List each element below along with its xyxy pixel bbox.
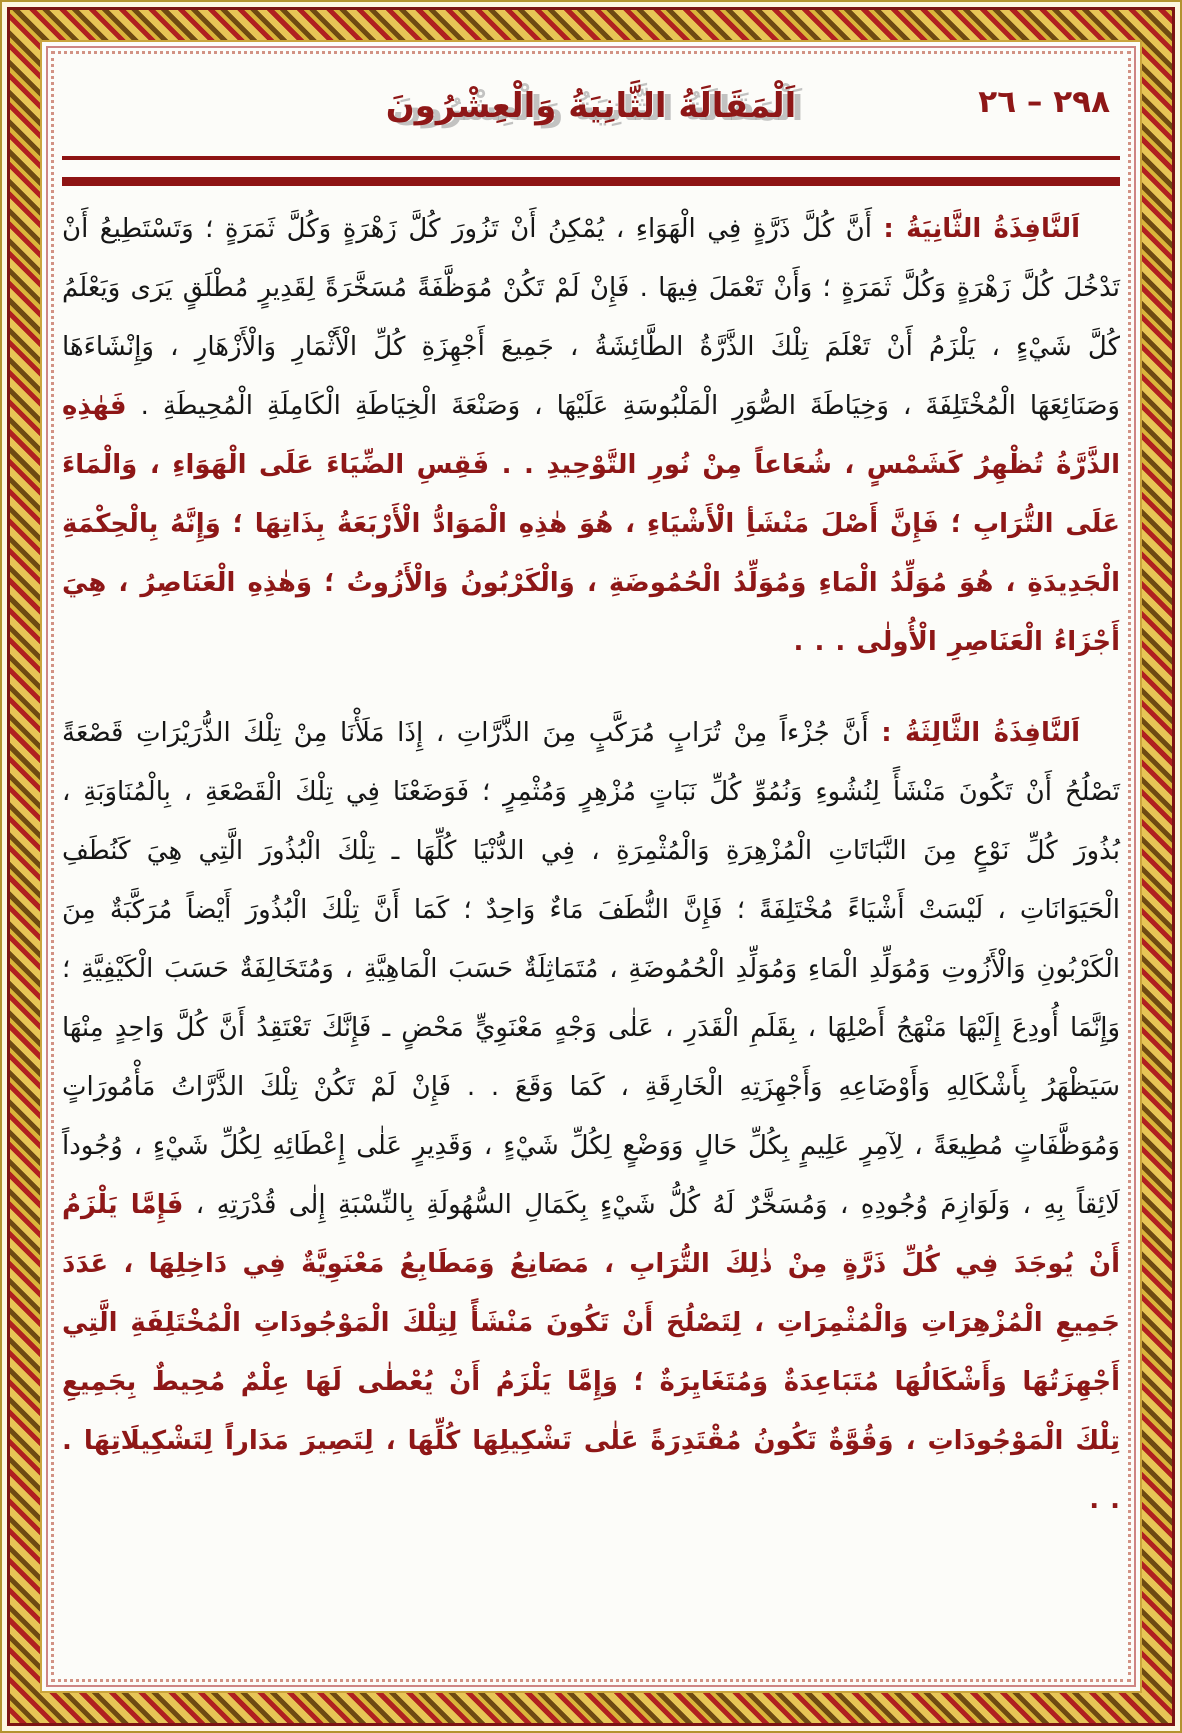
section-window-2 xyxy=(62,200,1120,672)
section-heading-window-3: اَلنَّافِذَةُ الثَّالِثَةُ : xyxy=(881,718,1081,748)
page-header xyxy=(62,76,1120,152)
section-body-red: فَإِمَّا يَلْزَمُ أَنْ يُوجَدَ فِي كُلِّ ذَرَّةٍ مِنْ ذٰلِكَ التُّرَابِ ، مَصَانِعُ وَمَطَابِعُ مَعْنَوِيَّةٌ فِي دَاخِلِهَا ، عَدَدَ جَمِيعِ الْمُزْهِرَاتِ وَالْمُثْمِرَاتِ ، لِتَصْلُحَ أَنْ تَكُونَ مَنْشَأً لِتِلْكَ الْمَوْجُودَاتِ الْمُخْتَلِفَةِ الَّتِي أَجْهِزَتُهَا وَأَشْكَالُهَا مُتَبَاعِدَةٌ وَمُتَغَايِرَةٌ ؛ وَإِمَّا يَلْزَمُ أَنْ يُعْطٰى لَهَا عِلْمٌ مُحِيطٌ بِجَمِيعِ تِلْكَ الْمَوْجُودَاتِ ، وَقُوَّةٌ تَكُونُ مُقْتَدِرَةً عَلٰى تَشْكِيلِهَا كُلِّهَا ، لِتَصِيرَ مَدَاراً لِتَشْكِيلَاتِهَا . . . xyxy=(62,1190,1120,1515)
ornamental-border-frame xyxy=(7,7,1175,1726)
section-body-black: أَنَّ جُزْءاً مِنْ تُرَابٍ مُرَكَّبٍ مِنَ الذَّرَّاتِ ، إِذَا مَلَأْنَا مِنْ تِلْكَ الذُّرَيْرَاتِ قَصْعَةً تَصْلُحُ أَنْ تَكُونَ مَنْشَأً لِنُشُوءِ وَنُمُوِّ كُلِّ نَبَاتٍ مُزْهِرٍ وَمُثْمِرٍ ؛ فَوَضَعْنَا فِي تِلْكَ الْقَصْعَةِ ، بِالْمُنَاوَبَةِ ، بُذُورَ كُلِّ نَوْعٍ مِنَ النَّبَاتَاتِ الْمُزْهِرَةِ وَالْمُثْمِرَةِ ، فِي الدُّنْيَا كُلِّهَا ـ تِلْكَ الْبُذُورَ الَّتِي هِيَ كَنُطَفِ الْحَيَوَانَاتِ ، لَيْسَتْ أَشْيَاءً مُخْتَلِفَةً ؛ فَإِنَّ النُّطَفَ مَاءٌ وَاحِدٌ ؛ كَمَا أَنَّ تِلْكَ الْبُذُورَ أَيْضاً مُرَكَّبَةٌ مِنَ الْكَرْبُونِ وَالْأَزُوتِ وَمُوَلِّدِ الْمَاءِ وَمُوَلِّدِ الْحُمُوضَةِ ، مُتَمَاثِلَةٌ حَسَبَ الْمَاهِيَّةِ ، وَمُتَخَالِفَةٌ حَسَبَ الْكَيْفِيَّةِ ؛ وَإِنَّمَا أُودِعَ إِلَيْهَا مَنْهَجُ أَصْلِهَا ، بِقَلَمِ الْقَدَرِ ، عَلٰى وَجْهٍ مَعْنَوِيٍّ مَحْضٍ ـ فَإِنَّكَ تَعْتَقِدُ أَنَّ كُلَّ وَاحِدٍ مِنْهَا سَيَظْهَرُ بِأَشْكَالِهِ وَأَوْضَاعِهِ وَأَجْهِزَتِهِ الْخَارِقَةِ ، كَمَا وَقَعَ . . فَإِنْ لَمْ تَكُنْ تِلْكَ الذَّرَّاتُ مَأْمُورَاتٍ وَمُوَظَّفَاتٍ مُطِيعَةً ، لِآمِرٍ عَلِيمٍ بِكُلِّ حَالٍ وَوَضْعٍ لِكُلِّ شَيْءٍ ، وَقَدِيرٍ عَلٰى إِعْطَائِهِ لِكُلِّ شَيْءٍ ، وُجُوداً لَائِقاً بِهِ ، وَلَوَازِمَ وُجُودِهِ ، وَمُسَخَّرٌ لَهُ كُلُّ شَيْءٍ بِكَمَالِ السُّهُولَةِ بِالنِّسْبَةِ إِلٰى قُدْرَتِهِ ، xyxy=(62,718,1120,1220)
body-text xyxy=(62,200,1120,1530)
section-body-black: أَنَّ كُلَّ ذَرَّةٍ فِي الْهَوَاءِ ، يُمْكِنُ أَنْ تَزُورَ كُلَّ زَهْرَةٍ وَكُلَّ ثَمَرَةٍ ؛ وَتَسْتَطِيعُ أَنْ تَدْخُلَ كُلَّ زَهْرَةٍ وَكُلَّ ثَمَرَةٍ ؛ وَأَنْ تَعْمَلَ فِيهَا . فَإِنْ لَمْ تَكُنْ مُوَظَّفَةً مُسَخَّرَةً لِقَدِيرٍ مُطْلَقٍ يَرَى وَيَعْلَمُ كُلَّ شَيْءٍ ، يَلْزَمُ أَنْ تَعْلَمَ تِلْكَ الذَّرَّةُ الطَّائِشَةُ ، جَمِيعَ أَجْهِزَةِ كُلِّ الْأَثْمَارِ وَالْأَزْهَارِ ، وَإِنْشَاءَهَا وَصَنَائِعَهَا الْمُخْتَلِفَةَ ، وَخِيَاطَةَ الصُّوَرِ الْمَلْبُوسَةِ عَلَيْهَا ، وَصَنْعَةَ الْخِيَاطَةِ الْكَامِلَةِ الْمُحِيطَةِ . xyxy=(62,214,1120,421)
page-title: اَلْمَقَالَةُ الثَّانِيَةُ وَالْعِشْرُونَ xyxy=(385,86,797,126)
section-window-3 xyxy=(62,704,1120,1530)
page-content-area xyxy=(40,40,1142,1693)
section-body-red: فَهٰذِهِ الذَّرَّةُ تُظْهِرُ كَشَمْسٍ ، شُعَاعاً مِنْ نُورِ التَّوْحِيدِ . . فَقِسِ الضِّيَاءَ عَلَى الْهَوَاءِ ، وَالْمَاءَ عَلَى التُّرَابِ ؛ فَإِنَّ أَصْلَ مَنْشَأِ الْأَشْيَاءِ ، هُوَ هٰذِهِ الْمَوَادُّ الْأَرْبَعَةُ بِذَاتِهَا ؛ وَإِنَّهُ بِالْحِكْمَةِ الْجَدِيدَةِ ، هُوَ مُوَلِّدُ الْمَاءِ وَمُوَلِّدُ الْحُمُوضَةِ ، وَالْكَرْبُونُ وَالْأَزُوتُ ؛ وَهٰذِهِ الْعَنَاصِرُ ، هِيَ أَجْزَاءُ الْعَنَاصِرِ الْأُولٰى . . . xyxy=(62,391,1120,657)
page-number: ٢٩٨ – ٢٦ xyxy=(978,84,1110,120)
section-heading-window-2: اَلنَّافِذَةُ الثَّانِيَةُ : xyxy=(883,214,1080,244)
header-divider-rule xyxy=(62,156,1120,186)
